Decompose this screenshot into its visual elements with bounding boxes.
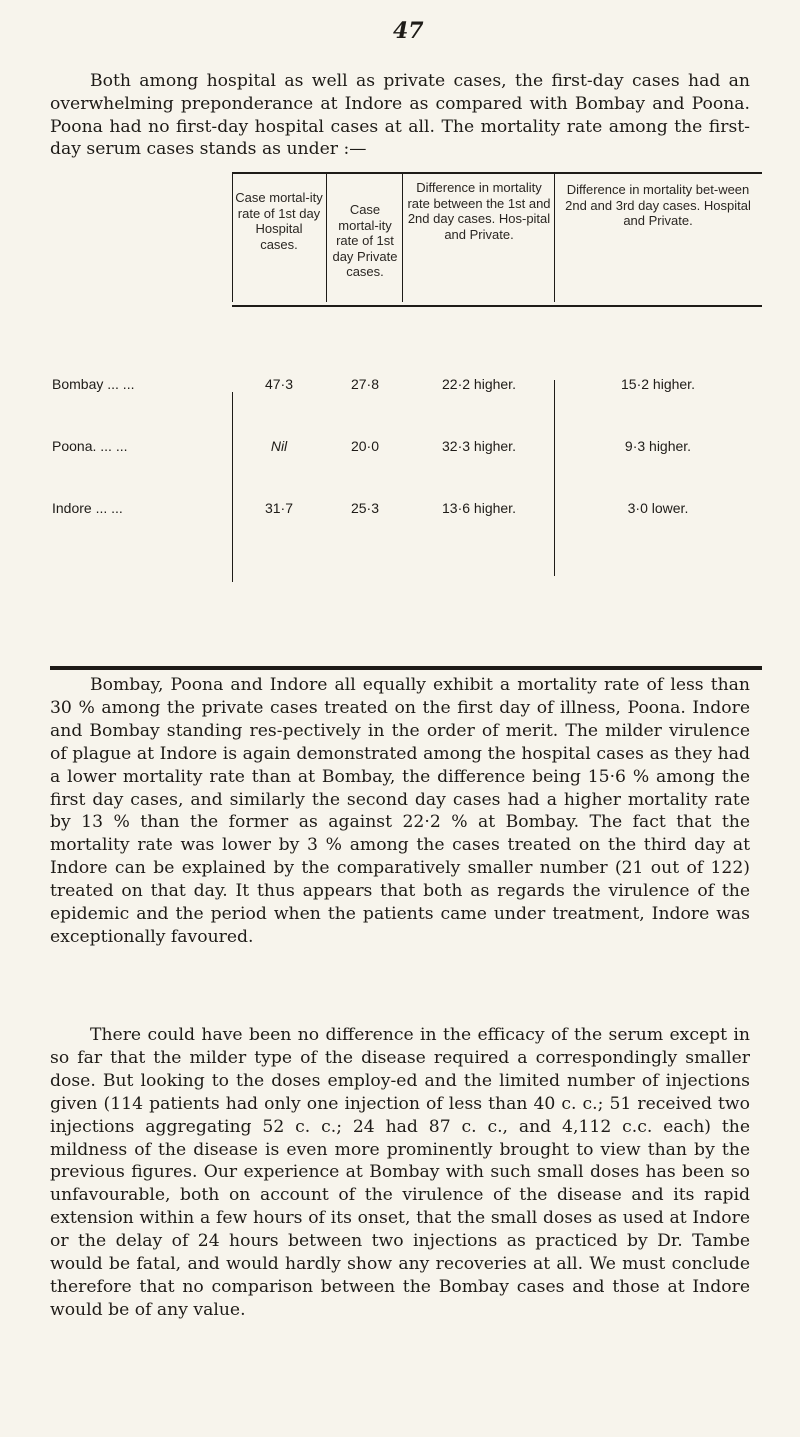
- indore-hospital-rate: 31·7: [264, 500, 294, 516]
- bombay-hospital-rate: 47·3: [264, 376, 294, 392]
- paragraph-comparison: Bombay, Poona and Indore all equally exhibit a mortality rate of less than 30 % among the private cases treated on the first day of illness, Poona. Indore and Bombay standing res-pectively in the order of merit. The milder virulence of plague at Indore is again demonstrated among the hospital cases as they had a lower mortality rate than at Bombay, the difference being 15·6 % among the first day cases, and similarly the second day cases had a higher mortality rate by 13 % than the former as against 22·2 % at Bombay. The fact that the mortality rate was lower by 3 % among the cases treated on the third day at Indore can be explained by the comparatively smaller number (21 out of 122) treated on that day. It thus appears that both as regards the virulence of the epidemic and the period when the patients came under treatment, Indore was exceptionally favoured.: [50, 675, 750, 947]
- header-private-first-day: Case mortal-ity rate of 1st day Private cases.: [332, 202, 398, 279]
- header-hospital-first-day: Case mortal-ity rate of 1st day Hospital cases.: [235, 190, 323, 252]
- poona-diff-first-second: 32·3 higher.: [442, 438, 516, 454]
- indore-diff-first-second: 13·6 higher.: [442, 500, 516, 516]
- mortality-table: [50, 172, 762, 670]
- row-label-poona: Poona. ... ...: [52, 438, 128, 454]
- table-bottom-rule: [50, 666, 762, 670]
- indore-private-rate: 25·3: [350, 500, 380, 516]
- col-divider-1: [232, 172, 233, 302]
- row-label-bombay: Bombay ... ...: [52, 376, 135, 392]
- col-divider-3: [402, 172, 403, 302]
- col-divider-4b: [554, 380, 555, 576]
- header-diff-first-second: Difference in mortality rate between the 1st and 2nd day cases. Hos-pital and Private.: [407, 180, 551, 242]
- indore-diff-second-third: 3·0 lower.: [627, 500, 689, 516]
- table-header-rule: [232, 305, 762, 307]
- table-top-rule: [232, 172, 762, 174]
- bombay-diff-first-second: 22·2 higher.: [442, 376, 516, 392]
- intro-paragraph: Both among hospital as well as private cases, the first-day cases had an overwhelming preponderance at Indore as compared with Bombay and Poona. Poona had no first-day hospital cases at all. The mortality rate among the first-day serum cases stands as under :—: [50, 71, 750, 160]
- col-divider-1b: [232, 392, 233, 582]
- page-number: 47: [393, 18, 424, 44]
- paragraph-serum-efficacy: There could have been no difference in the efficacy of the serum except in so far that the milder type of the disease required a correspondingly smaller dose. But looking to the doses employ-ed and the limited number of injections given (114 patients had only one injection of less than 40 c. c.; 51 received two injections aggregating 52 c. c.; 24 had 87 c. c., and 4,112 c.c. each) the mildness of the disease is even more prominently brought to view than by the previous figures. Our experience at Bombay with such small doses has been so unfavourable, both on account of the virulence of the disease and its rapid extension within a few hours of its onset, that the small doses as used at Indore or the delay of 24 hours between two injections as practiced by Dr. Tambe would be fatal, and would hardly show any recoveries at all. We must conclude therefore that no comparison between the Bombay cases and those at Indore would be of any value.: [50, 1025, 750, 1320]
- poona-private-rate: 20·0: [350, 438, 380, 454]
- col-divider-2: [326, 172, 327, 302]
- header-diff-second-third: Difference in mortality bet-ween 2nd and 3rd day cases. Hospital and Private.: [565, 182, 751, 228]
- col-divider-4: [554, 172, 555, 302]
- bombay-private-rate: 27·8: [350, 376, 380, 392]
- poona-hospital-rate: Nil: [270, 438, 288, 454]
- bombay-diff-second-third: 15·2 higher.: [621, 376, 695, 392]
- poona-diff-second-third: 9·3 higher.: [624, 438, 692, 454]
- row-label-indore: Indore ... ...: [52, 500, 123, 516]
